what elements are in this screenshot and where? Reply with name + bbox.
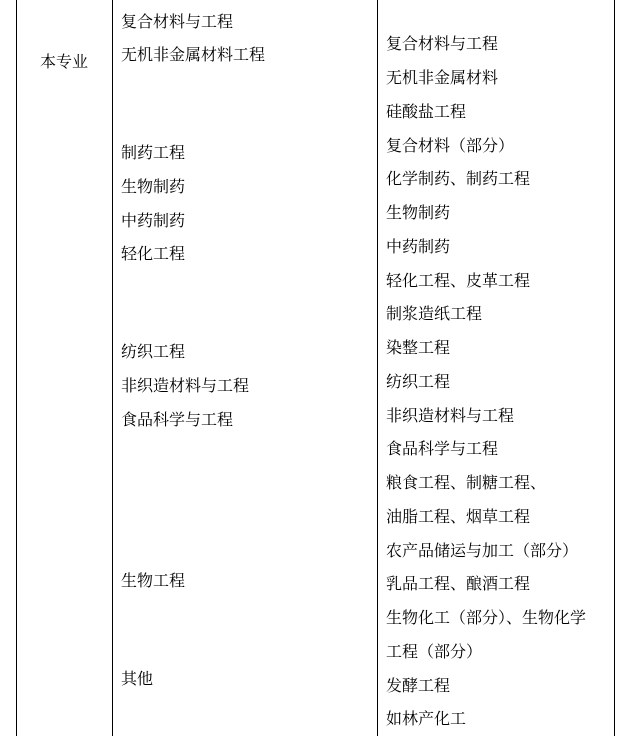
right-item: 食品科学与工程: [386, 439, 499, 458]
middle-item: 轻化工程: [121, 244, 186, 263]
right-item: 发酵工程: [386, 676, 451, 695]
right-item: 化学制药、制药工程: [386, 169, 531, 188]
right-item: 农产品储运与加工（部分）: [386, 541, 579, 560]
right-item: 生物制药: [386, 203, 451, 222]
right-item: 非织造材料与工程: [386, 406, 515, 425]
middle-item: 中药制药: [121, 211, 186, 230]
middle-item: 生物制药: [121, 177, 186, 196]
table-border-col1: [112, 0, 113, 736]
middle-item: 生物工程: [121, 571, 186, 590]
middle-item: 非织造材料与工程: [121, 376, 250, 395]
right-item: 复合材料（部分）: [386, 136, 515, 155]
right-item: 无机非金属材料: [386, 68, 499, 87]
table-border-col2: [377, 0, 378, 736]
middle-item: 其他: [121, 669, 154, 688]
right-item: 纺织工程: [386, 372, 451, 391]
middle-item: 无机非金属材料工程: [121, 45, 266, 64]
right-item: 生物化工（部分）、生物化学: [386, 608, 587, 627]
middle-item: 纺织工程: [121, 342, 186, 361]
right-item: 粮食工程、制糖工程、: [386, 473, 547, 492]
right-item: 中药制药: [386, 237, 451, 256]
right-item: 工程（部分）: [386, 642, 483, 661]
table-border-right: [614, 0, 615, 736]
category-cell: 本专业: [40, 52, 89, 71]
middle-item: 食品科学与工程: [121, 410, 234, 429]
right-item: 硅酸盐工程: [386, 102, 467, 121]
middle-item: 复合材料与工程: [121, 12, 234, 31]
middle-item: 制药工程: [121, 143, 186, 162]
right-item: 轻化工程、皮革工程: [386, 271, 531, 290]
right-item: 制浆造纸工程: [386, 304, 483, 323]
right-item: 如林产化工: [386, 709, 467, 728]
right-item: 乳品工程、酿酒工程: [386, 574, 531, 593]
right-item: 复合材料与工程: [386, 34, 499, 53]
right-item: 染整工程: [386, 338, 451, 357]
right-item: 油脂工程、烟草工程: [386, 507, 531, 526]
table-border-left: [16, 0, 17, 736]
